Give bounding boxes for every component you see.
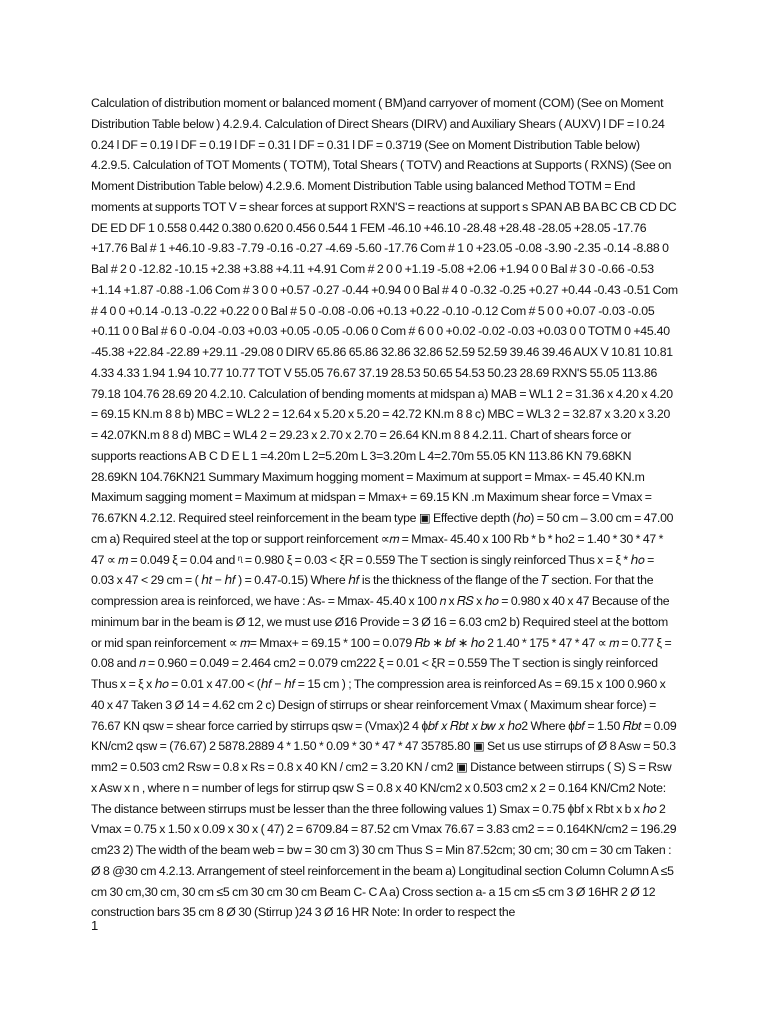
page-number: 1 [91,918,99,933]
body-paragraph: Calculation of distribution moment or balanced moment ( BM)and carryover of moment (COM) (See on Moment Distribution Table below ) 4.2.9.4. Calculation of Direct Shears (DIRV) and Auxiliary Shears ( AUXV) l DF = l 0.24 0.24 l DF = 0.19 l DF = 0.19 l DF = 0.31 l DF = 0.31 l DF = 0.3719 (See on Moment Distribution Table below) 4.2.9.5. Calculation of TOT Moments ( TOTM), Total Shears ( TOTV) and Reactions at Supports ( RXNS) (See on Moment Distribution Table below) 4.2.9.6. Moment Distribution Table using balanced Method TOTM = End moments at supports TOT V = shear forces at support RXN'S = reactions at support s SPAN AB BA BC CB CD DC DE ED DF 1 0.558 0.442 0.380 0.620 0.456 0.544 1 FEM -46.10 +46.10 -28.48 +28.48 -28.05 +28.05 -17.76 +17.76 Bal # 1 +46.10 -9.83 -7.79 -0.16 -0.27 -4.69 -5.60 -17.76 Com # 1 0 +23.05 -0.08 -3.90 -2.35 -0.14 -8.88 0 Bal # 2 0 -12.82 -10.15 +2.38 +3.88 +4.11 +4.91 Com # 2 0 0 +1.19 -5.08 +2.06 +1.94 0 0 Bal # 3 0 -0.66 -0.53 +1.14 +1.87 -0.88 -1.06 Com # 3 0 0 +0.57 -0.27 -0.44 +0.94 0 0 Bal # 4 0 -0.32 -0.25 +0.27 +0.44 -0.43 -0.51 Com # 4 0 0 +0.14 -0.13 -0.22 +0.22 0 0 Bal # 5 0 -0.08 -0.06 +0.13 +0.22 -0.10 -0.12 Com # 5 0 0 +0.07 -0.03 -0.05 +0.11 0 0 Bal # 6 0 -0.04 -0.03 +0.03 +0.05 -0.05 -0.06 0 Com # 6 0 0 +0.02 -0.02 -0.03 +0.03 0 0 TOTM 0 +45.40 -45.38 +22.84 -22.89 +29.11 -29.08 0 DIRV 65.86 65.86 32.86 32.86 52.59 52.59 39.46 39.46 AUX V 10.81 10.81 4.33 4.33 1.94 1.94 10.77 10.77 TOT V 55.05 76.67 37.19 28.53 50.65 54.53 50.23 28.69 RXN'S 55.05 113.86 79.18 104.76 28.69 20 4.2.10. Calculation of bending moments at midspan a) MAB = WL1 2 = 31.36 x 4.20 x 4.20 = 69.15 KN.m 8 8 b) MBC = WL2 2 = 12.64 x 5.20 x 5.20 = 42.72 KN.m 8 8 c) MBC = WL3 2 = 32.87 x 3.20 x 3.20 = 42.07KN.m 8 8 d) MBC = WL4 2 = 29.23 x 2.70 x 2.70 = 26.64 KN.m 8 8 4.2.11. Chart of shears force or supports reactions A B C D E L 1 =4.20m L 2=5.20m L 3=3.20m L 4=2.70m 55.05 KN 113.86 KN 79.68KN 28.69KN 104.76KN21 Summary Maximum hogging moment = Maximum at support = Mmax- = 45.40 KN.m Maximum sagging moment = Maximum at midspan = Mmax+ = 69.15 KN .m Maximum shear force = Vmax = 76.67KN 4.2.12. Required steel reinforcement in the beam type ▣ Effective depth (ℎ𝑜) = 50 cm – 3.00 cm = 47.00 cm a) Required steel at the top or support reinforcement ∝𝑚 = Mmax- 45.40 x 100 Rb * b * ho2 = 1.40 * 30 * 47 * 47 ∝ 𝑚 = 0.049 ξ = 0.04 and ᶯ = 0.980 ξ = 0.03 < ξR = 0.559 The T section is singly reinforced Thus x = ξ * ℎ𝑜 = 0.03 x 47 < 29 cm = ( ℎ𝑡 − ℎ𝑓 ) = 0.47-0.15) Where ℎ𝑓 is the thickness of the flange of the 𝑇 section. For that the compression area is reinforced, we have : As- = Mmax- 45.40 x 100 𝑛 x 𝑅𝑆 x ℎ𝑜 = 0.980 x 40 x 47 Because of the minimum bar in the beam is Ø 12, we must use Ø16 Provide = 3 Ø 16 = 6.03 cm2 b) Required steel at the bottom or mid span reinforcement ∝ 𝑚= Mmax+ = 69.15 * 100 = 0.079 𝑅𝑏 ∗ 𝑏𝑓 ∗ ℎ𝑜 2 1.40 * 175 * 47 * 47 ∝ 𝑚 = 0.77 ξ = 0.08 and 𝑛 = 0.960 = 0.049 = 2.464 cm2 = 0.079 cm222 ξ = 0.01 < ξR = 0.559 The T section is singly reinforced Thus x = ξ x ℎ𝑜 = 0.01 x 47.00 < (ℎ𝑓 − ℎ𝑓 = 15 cm ) ; The compression area is reinforced As = 69.15 x 100 0.960 x 40 x 47 Taken 3 Ø 14 = 4.62 cm 2 c) Design of stirrups or shear reinforcement Vmax ( Maximum shear force) = 76.67 KN qsw = shear force carried by stirrups qsw = (Vmax)2 4 ɸ𝑏𝑓 𝑥 𝑅𝑏𝑡 𝑥 𝑏𝑤 𝑥 ℎ𝑜2 Where ɸ𝑏𝑓 = 1.50 𝑅𝑏𝑡 = 0.09 KN/cm2 qsw = (76.67) 2 5878.2889 4 * 1.50 * 0.09 * 30 * 47 * 47 35785.80 ▣ Set us use stirrups of Ø 8 Asw = 50.3 mm2 = 0.503 cm2 Rsw = 0.8 x Rs = 0.8 x 40 KN / cm2 = 3.20 KN / cm2 ▣ Distance between stirrups ( S) S = Rsw x Asw x n , where n = number of legs for stirrup qsw S = 0.8 x 40 KN/cm2 x 0.503 cm2 x 2 = 0.164 KN/Cm2 Note: The distance between stirrups must be lesser than the three following values 1) Smax = 0.75 ɸbf x Rbt x b x ℎ𝑜 2 Vmax = 0.75 x 1.50 x 0.09 x 30 x ( 47) 2 = 6709.84 = 87.52 cm Vmax 76.67 = 3.83 cm2 = = 0.164KN/cm2 = 196.29 cm23 2) The width of the beam web = bw = 30 cm 3) 30 cm Thus S = Min 87.52cm; 30 cm; 30 cm = 30 cm Taken : Ø 8 @30 cm 4.2.13. Arrangement of steel reinforcement in the beam a) Longitudinal section Column Column A ≤5 cm 30 cm,30 cm, 30 cm ≤5 cm 30 cm 30 cm Beam C- C A a) Cross section a- a 15 cm ≤5 cm 3 Ø 16HR 2 Ø 12 construction bars 35 cm 8 Ø 30 (Stirrup )24 3 Ø 16 HR Note: In order to respect the [91,96,678,920]
